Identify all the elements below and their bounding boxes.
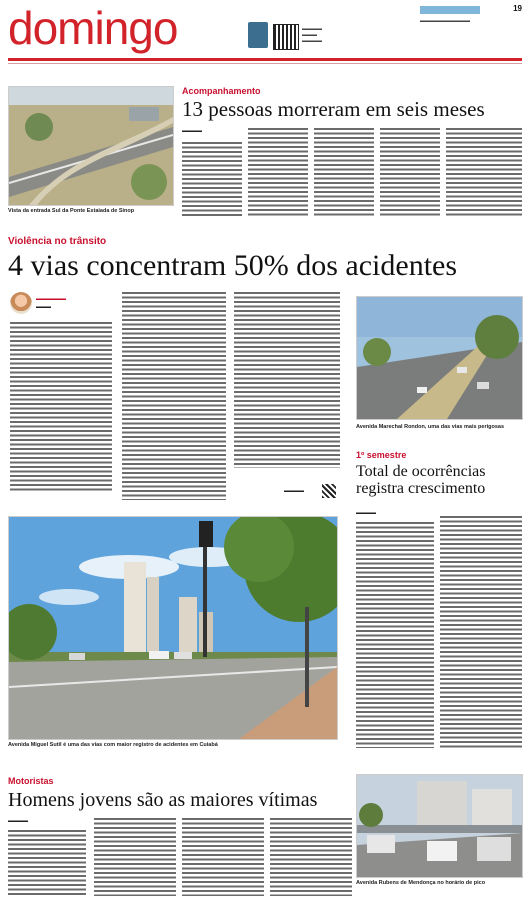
side-headline: Total de ocorrências registra crescimento bbox=[356, 463, 486, 497]
main-col-2 bbox=[122, 292, 226, 500]
qr-note: ▬▬▬▬ ▬▬▬ ▬▬▬▬ bbox=[302, 26, 322, 44]
author-role: ▬▬▬ bbox=[36, 304, 51, 310]
qr-small-icon bbox=[322, 484, 336, 498]
main-right-photo bbox=[356, 296, 523, 420]
top-kicker: Acompanhamento bbox=[182, 86, 261, 96]
top-photo-caption: Vista da entrada Sul da Ponte Estaiada de Sinop bbox=[8, 208, 135, 214]
main-right-caption: Avenida Marechal Rondon, uma das vias mais perigosas bbox=[356, 424, 505, 430]
bottom-col-1 bbox=[8, 830, 86, 896]
top-col-1 bbox=[182, 142, 242, 218]
main-kicker: Violência no trânsito bbox=[8, 236, 107, 247]
city-avenue-photo bbox=[9, 517, 337, 739]
author-avatar bbox=[10, 292, 32, 314]
street-traffic-photo bbox=[357, 775, 522, 877]
section-logo: domingo bbox=[8, 2, 178, 54]
side-byline: ▬▬▬▬ bbox=[356, 510, 376, 516]
main-big-caption: Avenida Miguel Sutil é uma das vias com maior registro de acidentes em Cuiabá bbox=[8, 742, 218, 748]
bottom-kicker: Motoristas bbox=[8, 776, 54, 786]
main-big-photo bbox=[8, 516, 338, 740]
aerial-highway-photo bbox=[9, 87, 173, 205]
masthead-rule-thin bbox=[8, 63, 522, 64]
main-col-footer: ▬▬▬▬ bbox=[284, 488, 304, 494]
bottom-photo bbox=[356, 774, 523, 878]
main-headline: 4 vias concentram 50% dos acidentes bbox=[8, 249, 458, 282]
top-col-2 bbox=[248, 128, 308, 218]
social-badge bbox=[420, 6, 480, 14]
top-col-4 bbox=[380, 128, 440, 218]
app-icon bbox=[248, 22, 268, 48]
avenue-traffic-photo bbox=[357, 297, 522, 419]
bottom-headline: Homens jovens são as maiores vítimas bbox=[8, 789, 318, 811]
date-line: ▬▬▬▬▬▬▬▬▬▬ bbox=[420, 18, 470, 24]
top-col-3 bbox=[314, 128, 374, 218]
author-name: ▬▬▬▬▬▬ bbox=[36, 296, 66, 302]
bottom-byline: ▬▬▬▬ bbox=[8, 818, 28, 824]
top-headline: 13 pessoas morreram em seis meses bbox=[182, 97, 485, 121]
side-col-2 bbox=[440, 516, 522, 748]
top-story-photo bbox=[8, 86, 174, 206]
masthead-rule bbox=[8, 58, 522, 61]
qr-code-icon bbox=[273, 24, 299, 50]
side-col-1 bbox=[356, 522, 434, 748]
top-col-5 bbox=[446, 128, 522, 218]
bottom-col-2 bbox=[94, 818, 176, 896]
bottom-photo-caption: Avenida Rubens de Mendonça no horário de pico bbox=[356, 880, 486, 886]
top-byline: ▬▬▬▬ bbox=[182, 128, 202, 134]
main-col-3 bbox=[234, 292, 340, 468]
main-col-1 bbox=[10, 322, 112, 492]
page-number: 19 bbox=[513, 4, 522, 13]
side-kicker: 1º semestre bbox=[356, 450, 407, 460]
bottom-col-4 bbox=[270, 818, 352, 896]
bottom-col-3 bbox=[182, 818, 264, 896]
